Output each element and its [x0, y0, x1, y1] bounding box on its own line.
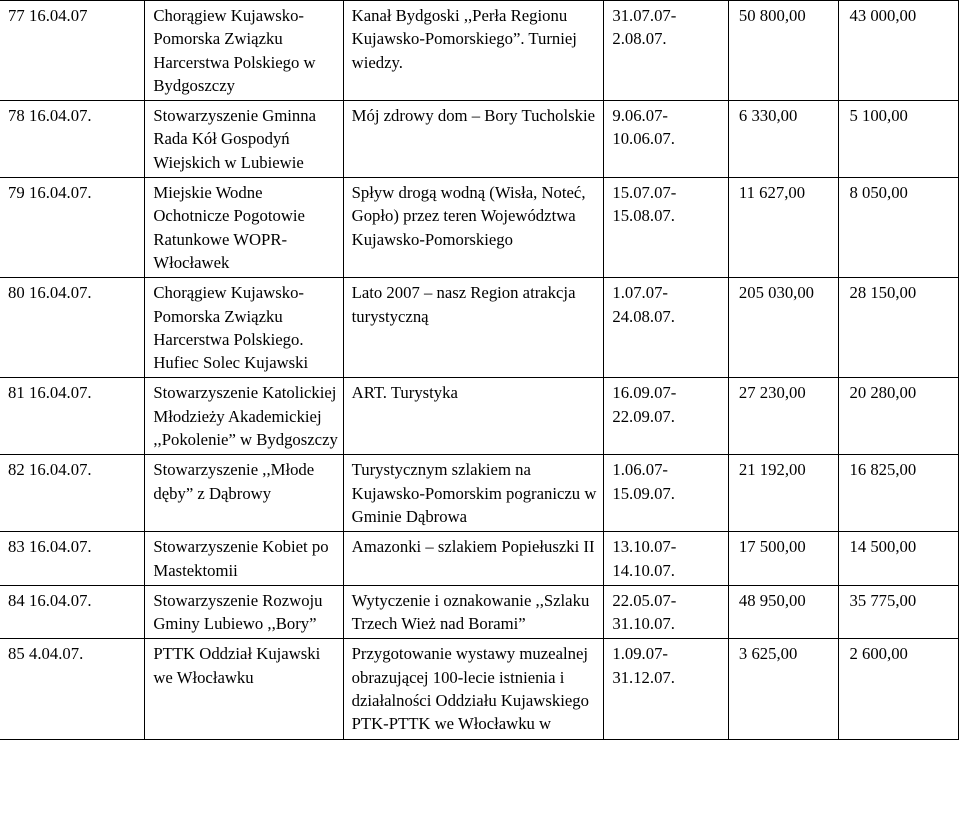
- grant-amount-cell: 14 500,00: [839, 532, 959, 586]
- id-cell: [0, 455, 145, 532]
- id-cell: [0, 101, 145, 178]
- row-number: 79: [8, 183, 25, 203]
- submission-date: 16.04.07.: [29, 283, 92, 303]
- grant-amount-cell: 16 825,00: [839, 455, 959, 532]
- table-row: [0, 101, 959, 178]
- organization-cell: Stowarzyszenie Gminna Rada Kół Gospodyń Wiejskich w Lubiewie: [145, 101, 343, 178]
- total-cost-cell: 3 625,00: [728, 639, 839, 739]
- period-cell: 22.05.07-31.10.07.: [604, 585, 729, 639]
- total-cost-cell: 21 192,00: [728, 455, 839, 532]
- id-cell: [0, 639, 145, 739]
- total-cost-cell: 48 950,00: [728, 585, 839, 639]
- submission-date: 16.04.07.: [29, 183, 92, 203]
- row-number: 85: [8, 644, 25, 664]
- grant-amount-cell: 28 150,00: [839, 278, 959, 378]
- period-cell: 13.10.07-14.10.07.: [604, 532, 729, 586]
- organization-cell: Stowarzyszenie Kobiet po Mastektomii: [145, 532, 343, 586]
- task-title-cell: ART. Turystyka: [343, 378, 604, 455]
- submission-date: 4.04.07.: [29, 644, 84, 664]
- period-cell: 16.09.07-22.09.07.: [604, 378, 729, 455]
- task-title-cell: Mój zdrowy dom – Bory Tucholskie: [343, 101, 604, 178]
- submission-date: 16.04.07.: [29, 590, 92, 610]
- table-row: [0, 1, 959, 101]
- organization-cell: Stowarzyszenie Rozwoju Gminy Lubiewo ,,Bory”: [145, 585, 343, 639]
- period-cell: 31.07.07-2.08.07.: [604, 1, 729, 101]
- row-number: 81: [8, 383, 25, 403]
- grant-amount-cell: 5 100,00: [839, 101, 959, 178]
- organization-cell: PTTK Oddział Kujawski we Włocławku: [145, 639, 343, 739]
- total-cost-cell: 27 230,00: [728, 378, 839, 455]
- organization-cell: Chorągiew Kujawsko-Pomorska Związku Harcerstwa Polskiego w Bydgoszczy: [145, 1, 343, 101]
- grant-amount-cell: 8 050,00: [839, 178, 959, 278]
- table-row: [0, 585, 959, 639]
- submission-date: 16.04.07: [29, 6, 88, 25]
- table-row: [0, 278, 959, 378]
- row-number: 77: [8, 6, 25, 25]
- total-cost-cell: 17 500,00: [728, 532, 839, 586]
- total-cost-cell: 205 030,00: [728, 278, 839, 378]
- task-title-cell: Przygotowanie wystawy muzealnej obrazującej 100-lecie istnienia i działalności Oddziału Kujawskiego PTK-PTTK we Włocławku w: [343, 639, 604, 739]
- table-row: [0, 639, 959, 739]
- task-title-cell: Amazonki – szlakiem Popiełuszki II: [343, 532, 604, 586]
- table-row: [0, 455, 959, 532]
- id-cell: [0, 1, 145, 101]
- task-title-cell: Lato 2007 – nasz Region atrakcja turystyczną: [343, 278, 604, 378]
- table-row: [0, 178, 959, 278]
- period-cell: 1.07.07-24.08.07.: [604, 278, 729, 378]
- task-title-cell: Wytyczenie i oznakowanie ,,Szlaku Trzech Wież nad Borami”: [343, 585, 604, 639]
- id-cell: [0, 585, 145, 639]
- row-number: 83: [8, 537, 25, 557]
- id-cell: [0, 378, 145, 455]
- table-row: [0, 378, 959, 455]
- total-cost-cell: 6 330,00: [728, 101, 839, 178]
- period-cell: 15.07.07-15.08.07.: [604, 178, 729, 278]
- period-cell: 1.09.07-31.12.07.: [604, 639, 729, 739]
- grant-amount-cell: 43 000,00: [839, 1, 959, 101]
- table-row: [0, 532, 959, 586]
- row-number: 78: [8, 106, 25, 126]
- id-cell: [0, 532, 145, 586]
- grant-amount-cell: 20 280,00: [839, 378, 959, 455]
- row-number: 82: [8, 460, 25, 480]
- organization-cell: Miejskie Wodne Ochotnicze Pogotowie Ratunkowe WOPR-Włocławek: [145, 178, 343, 278]
- organization-cell: Stowarzyszenie Katolickiej Młodzieży Akademickiej ,,Pokolenie” w Bydgoszczy: [145, 378, 343, 455]
- organization-cell: Chorągiew Kujawsko-Pomorska Związku Harcerstwa Polskiego. Hufiec Solec Kujawski: [145, 278, 343, 378]
- submission-date: 16.04.07.: [29, 383, 92, 403]
- task-title-cell: Kanał Bydgoski ,,Perła Regionu Kujawsko-Pomorskiego”. Turniej wiedzy.: [343, 1, 604, 101]
- total-cost-cell: 11 627,00: [728, 178, 839, 278]
- grant-amount-cell: 2 600,00: [839, 639, 959, 739]
- submission-date: 16.04.07.: [29, 106, 92, 126]
- row-number: 84: [8, 590, 25, 610]
- id-cell: [0, 178, 145, 278]
- period-cell: 9.06.07-10.06.07.: [604, 101, 729, 178]
- id-cell: [0, 278, 145, 378]
- total-cost-cell: 50 800,00: [728, 1, 839, 101]
- period-cell: 1.06.07-15.09.07.: [604, 455, 729, 532]
- organization-cell: Stowarzyszenie ,,Młode dęby” z Dąbrowy: [145, 455, 343, 532]
- task-title-cell: Turystycznym szlakiem na Kujawsko-Pomorskim pograniczu w Gminie Dąbrowa: [343, 455, 604, 532]
- submission-date: 16.04.07.: [29, 537, 92, 557]
- task-title-cell: Spływ drogą wodną (Wisła, Noteć, Gopło) przez teren Województwa Kujawsko-Pomorskiego: [343, 178, 604, 278]
- row-number: 80: [8, 283, 25, 303]
- submission-date: 16.04.07.: [29, 460, 92, 480]
- grant-amount-cell: 35 775,00: [839, 585, 959, 639]
